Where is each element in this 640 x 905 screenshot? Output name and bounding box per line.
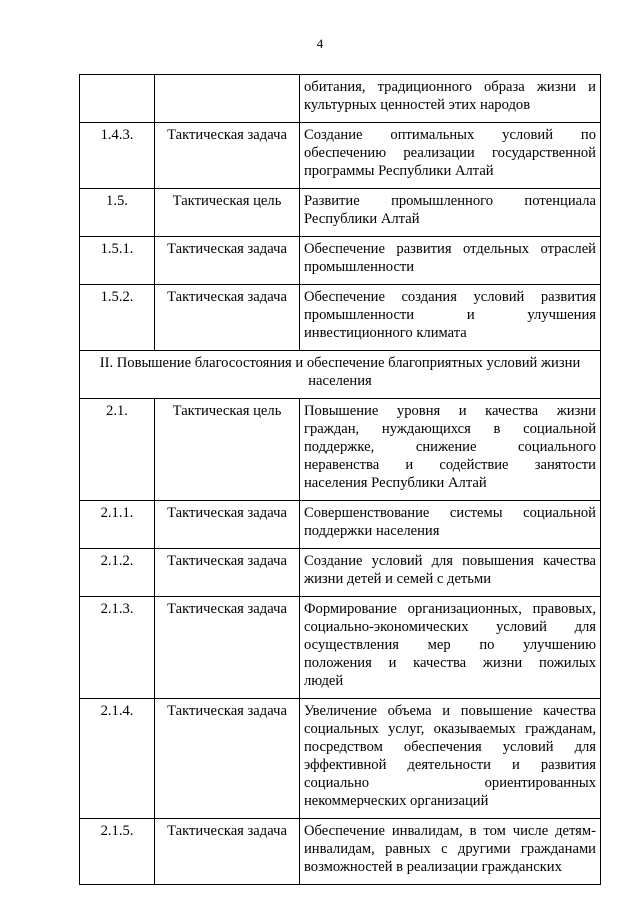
item-number: 1.4.3. <box>80 123 155 189</box>
description-line: поддержке, снижение социального <box>304 439 596 455</box>
item-type: Тактическая задача <box>155 123 300 189</box>
item-number <box>80 75 155 123</box>
description-line: Создание условий для повышения качества <box>304 553 596 569</box>
description-line: Обеспечение инвалидам, в том числе детям- <box>304 823 596 839</box>
description-line: людей <box>304 673 344 689</box>
description-line: обитания, традиционного образа жизни и <box>304 79 596 95</box>
description-line: неравенства и содействие занятости <box>304 457 596 473</box>
table-row <box>80 699 601 819</box>
description-line: эффективной деятельности и развития <box>304 757 596 773</box>
item-number: 2.1.2. <box>80 549 155 597</box>
item-type <box>155 75 300 123</box>
table-row <box>80 819 601 885</box>
description-line: инвалидам, равных с другими гражданами <box>304 841 596 857</box>
item-description <box>300 819 601 885</box>
description-line: некоммерческих организаций <box>304 793 489 809</box>
description-line: Республики Алтай <box>304 211 420 227</box>
section-heading-line: II. Повышение благосостояния и обеспечение благоприятных условий жизни <box>99 355 581 371</box>
table-row <box>80 501 601 549</box>
section-row <box>80 351 601 399</box>
item-type: Тактическая задача <box>155 285 300 351</box>
item-description <box>300 189 601 237</box>
description-line: положения и качества жизни пожилых <box>304 655 596 671</box>
description-line: социальных услуг, оказываемых гражданам, <box>304 721 596 737</box>
description-line: промышленности <box>304 259 415 275</box>
item-type: Тактическая цель <box>155 399 300 501</box>
table-row <box>80 549 601 597</box>
item-description <box>300 75 601 123</box>
description-line: промышленности и улучшения <box>304 307 596 323</box>
section-heading-line: населения <box>308 373 372 389</box>
description-line: обеспечению реализации государственной <box>304 145 596 161</box>
description-line: Обеспечение создания условий развития <box>304 289 596 305</box>
item-number: 2.1.4. <box>80 699 155 819</box>
item-description <box>300 699 601 819</box>
item-type: Тактическая задача <box>155 597 300 699</box>
description-line: программы Республики Алтай <box>304 163 494 179</box>
item-type: Тактическая задача <box>155 501 300 549</box>
item-number: 1.5.1. <box>80 237 155 285</box>
description-line: Развитие промышленного потенциала <box>304 193 596 209</box>
table-row <box>80 597 601 699</box>
description-line: возможностей в реализации гражданских <box>304 859 562 875</box>
table-row <box>80 75 601 123</box>
description-line: Обеспечение развития отдельных отраслей <box>304 241 596 257</box>
item-number: 1.5.2. <box>80 285 155 351</box>
description-line: Формирование организационных, правовых, <box>304 601 596 617</box>
table-row <box>80 285 601 351</box>
description-line: Повышение уровня и качества жизни <box>304 403 596 419</box>
table-row <box>80 237 601 285</box>
item-description <box>300 549 601 597</box>
item-number: 2.1. <box>80 399 155 501</box>
item-description <box>300 285 601 351</box>
item-description <box>300 399 601 501</box>
item-description <box>300 597 601 699</box>
item-type: Тактическая задача <box>155 699 300 819</box>
item-type: Тактическая задача <box>155 549 300 597</box>
item-type: Тактическая задача <box>155 819 300 885</box>
description-line: осуществления мер по улучшению <box>304 637 596 653</box>
description-line: граждан, нуждающихся в социальной <box>304 421 596 437</box>
page-number: 4 <box>316 36 324 51</box>
description-line: Создание оптимальных условий по <box>304 127 596 143</box>
item-number: 1.5. <box>80 189 155 237</box>
description-line: жизни детей и семей с детьми <box>304 571 492 587</box>
description-line: посредством обеспечения условий для <box>304 739 596 755</box>
table-row <box>80 123 601 189</box>
table-row <box>80 189 601 237</box>
description-line: Совершенствование системы социальной <box>304 505 596 521</box>
item-number: 2.1.5. <box>80 819 155 885</box>
section-heading <box>80 351 601 399</box>
table-row <box>80 399 601 501</box>
goals-table <box>79 74 601 885</box>
item-description <box>300 237 601 285</box>
description-line: населения Республики Алтай <box>304 475 487 491</box>
item-number: 2.1.1. <box>80 501 155 549</box>
description-line: социально-экономических условий для <box>304 619 596 635</box>
description-line: социально ориентированных <box>304 775 596 791</box>
description-line: поддержки населения <box>304 523 440 539</box>
item-type: Тактическая цель <box>155 189 300 237</box>
description-line: культурных ценностей этих народов <box>304 97 531 113</box>
item-description <box>300 501 601 549</box>
item-type: Тактическая задача <box>155 237 300 285</box>
description-line: Увеличение объема и повышение качества <box>304 703 596 719</box>
item-number: 2.1.3. <box>80 597 155 699</box>
item-description <box>300 123 601 189</box>
description-line: инвестиционного климата <box>304 325 467 341</box>
